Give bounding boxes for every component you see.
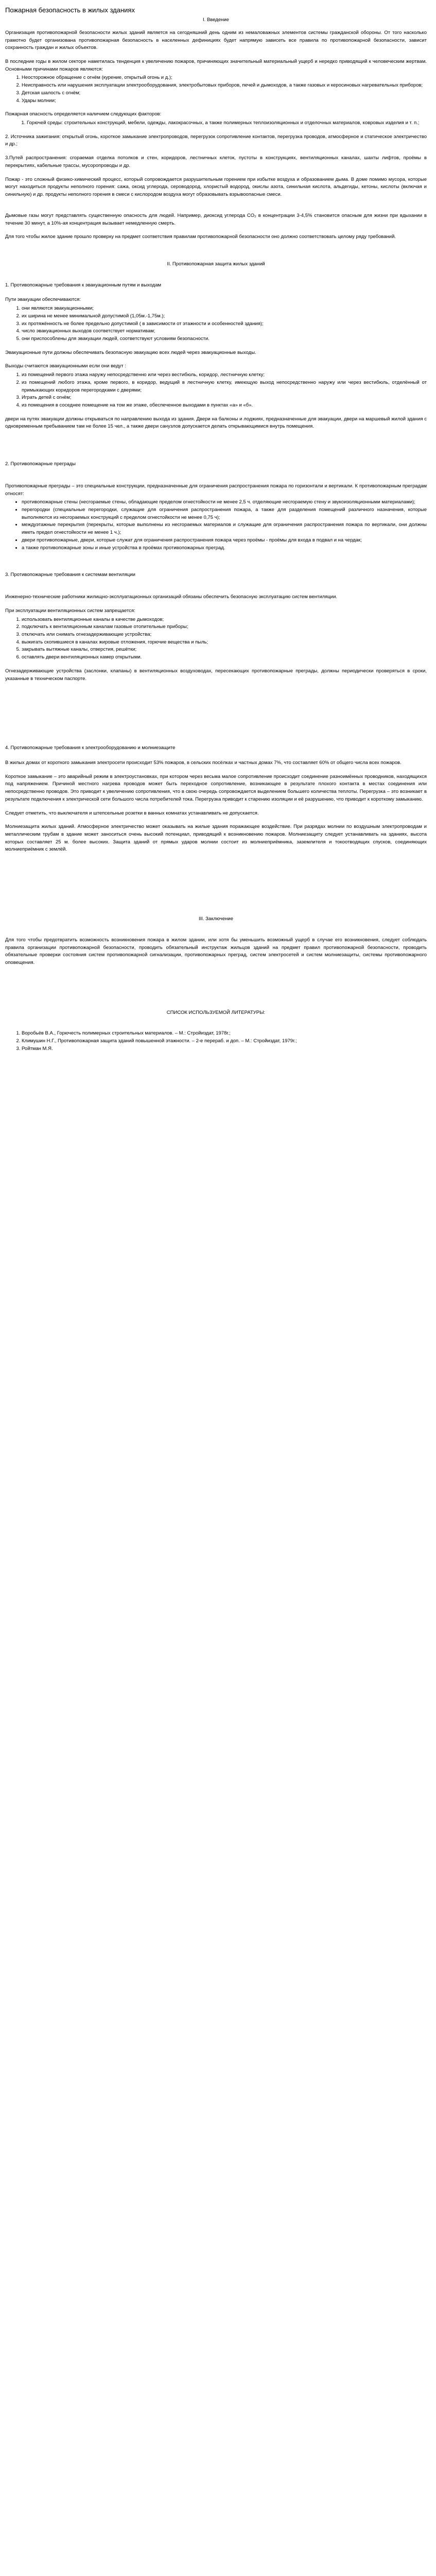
section-4-paragraph-2: Короткое замыкание – это аварийный режим в электроустановках, при котором через весьма малое сопротивление происходит соединение разноимённых проводников, находящихся под напряжением. Причиной местного нагрева проводов может быть переходное сопротивление, возникающее в результате плохого контакта в местах соединения или непосредственно проводов. Это приводит к увеличению сопротивления, что в свою очередь сопровождается выделением большего количества теплоты. Перегрузка – это возникает в результате подключения к электрической сети большого числа потребителей тока. Перегрузка приводит к старению изоляции и её разрушению, что приводит к короткому замыканию. xyxy=(5,773,427,802)
exits-list xyxy=(5,371,427,410)
references-heading: СПИСОК ИСПОЛЬЗУЕМОЙ ЛИТЕРАТУРЫ: xyxy=(166,1009,266,1015)
list-item: • перегородки (специальные перегородки, служащие для ограничения распространения пожара, а также для разделения помещений различного назначения, которые выполняются из несгораемых конструкций с пределом огнестойкости не менее 0,75 ч); xyxy=(22,506,427,521)
section-1-paragraph-1: Пути эвакуации обеспечиваются: xyxy=(5,297,81,303)
section-2-heading: 2. Противопожарные преграды xyxy=(5,461,76,467)
list-item: • междуэтажные перекрытия (перекрыты, которые выполнены из несгораемых материалов и служащие для ограничения распространения пожара по вертикали, они должны иметь предел огнестойкости не менее 1 ч.); xyxy=(22,521,427,536)
list-item: 1. из помещений первого этажа наружу непосредственно или через вестибюль, коридор, лестничную клетку; xyxy=(22,371,427,379)
conclusion-paragraph: Для того чтобы предотвратить возможность возникновения пожара в жилом здании, или хотя бы уменьшить возможный ущерб в случае его возникновения, следует соблюдать правила организации противопожарной безопасности, проводить обязательный инструктаж жильцов зданий на предмет правил противопожарной безопасности, проводить обязательные проверки состояния систем противопожарной сигнализации, противопожарных преград, систем электросетей и систем молниезащиты, системы противопожарного оповещения. xyxy=(5,937,427,966)
section-3-paragraph-1: Инженерно-технические работники жилищно-эксплуатационных организаций обязаны обеспечить безопасную эксплуатацию систем вентиляции. xyxy=(5,594,338,600)
list-item: 2. их ширина не менее минимальной допустимой (1,05м.-1,75м.); xyxy=(22,313,427,320)
section-1-paragraph-4: двери на путях эвакуации должны открываться по направлению выхода из здания. Двери на балконы и лоджиях, предназначенные для эвакуации, двери на маршевый жилой здания с одновременным пребыванием там не более 15 чел., а также двери санузлов допускается делать открывающимися внутрь помещения. xyxy=(5,416,427,430)
references-list xyxy=(5,1030,427,1053)
document xyxy=(0,0,436,1053)
section-4-paragraph-3: Следует отметить, что выключателя и штепсельные розетки в ванных комнатах устанавливать не допускается. xyxy=(5,810,259,816)
list-item: 3. отключать или снимать огнезадерживающие устройства; xyxy=(22,631,427,639)
barriers-list xyxy=(5,499,427,552)
reference-item: 3. Ройтман М.Я. xyxy=(22,1045,427,1053)
document-title: Пожарная безопасность в жилых зданиях xyxy=(5,6,135,14)
section-2-paragraph-1: Противопожарные преграды – это специальные конструкции, предназначенные для ограничения распространения пожара по горизонтали и вертикали. К противопожарным преградам относят: xyxy=(5,483,427,497)
list-item: 6. оставлять двери вентиляционных камер открытыми. xyxy=(22,654,427,662)
list-item: • двери противопожарные, двери, которые служат для ограничения распространения пожара через проёмы - проёмы для входа в подвал и на чердак; xyxy=(22,537,427,545)
part2-heading: II. Противопожарная защита жилых зданий xyxy=(167,261,265,267)
section-1-paragraph-2: Эвакуационные пути должны обеспечивать безопасную эвакуацию всех людей через эвакуационные выходы. xyxy=(5,349,256,355)
section-3-heading: 3. Противопожарные требования к системам вентиляции xyxy=(5,572,135,578)
reference-item: 2. Климушин Н.Г., Противопожарная защита зданий повышенной этажности. – 2-е перераб. и доп. – М.: Стройиздат, 1979г.; xyxy=(22,1038,427,1045)
fire-causes-list xyxy=(5,74,427,105)
reference-item: 1. Воробьёв В.А., Горючесть полимерных строительных материалов. – М.: Стройиздат, 1978г.; xyxy=(22,1030,427,1038)
section-3-paragraph-2: При эксплуатации вентиляционных систем запрещается: xyxy=(5,607,135,614)
conclusion-heading: III. Заключение xyxy=(198,916,233,922)
list-item: 3. Детская шалость с огнём; xyxy=(22,90,427,97)
list-item: 2. Неисправность или нарушения эксплуатации электрооборудования, электробытовых приборов, печей и дымоходов, а также газовых и керосиновых нагревательных приборов; xyxy=(22,82,427,90)
intro-paragraph-3: Пожарная опасность определяется наличием следующих факторов: xyxy=(5,111,162,117)
section-4-heading: 4. Противопожарные требования к электрооборудованию и молниезащите xyxy=(5,745,176,751)
intro-paragraph-6: Пожар - это сложный физико-химический процесс, который сопровождается разрушительным горением при избытке воздуха и образованием дыма. В доме помимо мусора, которые могут находиться продукты неполного горения: сажа, оксид углерода, сероводород, хлористый водород, окислы азота, синильная кислота, альдегиды, кетоны, кислоты (включая и синильную) и др. продукты неполного горения в смеси с кислородом воздуха могут образовывать взрывоопасные смеси. xyxy=(5,176,427,198)
list-item: 5. закрывать вытяжные каналы, отверстия, решётки; xyxy=(22,646,427,654)
section-3-paragraph-3: Огнезадерживающие устройства (заслонки, клапаны) в вентиляционных воздуховодах, пересекающих противопожарные преграды, должны периодически проверяться в сроки, указанные в техническом паспорте. xyxy=(5,668,427,682)
list-item: 4. выжигать скопившиеся в каналах жировые отложения, горючие вещества и пыль; xyxy=(22,639,427,647)
list-item: • противопожарные стены (несгораемые стены, обладающие пределом огнестойкости не менее 2,5 ч. отделяющие несгораемую стену и звукоизоляционными материалами); xyxy=(22,499,427,506)
section-1-paragraph-3: Выходы считаются эвакуационными если они ведут : xyxy=(5,363,127,369)
intro-paragraph-1: Организация противопожарной безопасности жилых зданий является на сегодняшний день одним из немаловажных элементов системы гражданской обороны. От того насколько грамотно будет организована противопожарная безопасность в населенных дефинициях будет напрямую зависеть все правила по противопожарной безопасности, зависит сохранность граждан и жилых объектов. xyxy=(5,29,427,51)
ventilation-rules-list xyxy=(5,616,427,662)
list-item: • а также противопожарные зоны и иные устройства в проёмах противопожарных преград. xyxy=(22,545,427,552)
list-item: 1. Неосторожное обращение с огнём (курение, открытый огонь и д.); xyxy=(22,74,427,82)
section-4-paragraph-4: Молниезащита жилых зданий. Атмосферное электричество может оказывать на жилые здания поражающее воздействие. При разрядах молнии по воздушным электропроводам и металлическим трубам в здание может заноситься очень высокий потенциал, приводящий к возникновению пожаров. Молниезащиту следует устанавливать на зданиях, высота которых составляет 25 м. более высоких. Защита зданий от прямых ударов молнии состоит из молниеприёмника, заземлителя и токоотводящих спусков, соединяющих молниеприёмник с землёй. xyxy=(5,824,427,853)
list-item: 4. Удары молнии; xyxy=(22,97,427,105)
list-item: 1. они являются эвакуационными; xyxy=(22,305,427,313)
intro-paragraph-7: Дымовые газы могут представлять существенную опасность для людей. Например, диоксид углерода CO₂ в концентрации 3-4,5% становится опасным для жизни при вдыхании в течение 30 минут, а 10%-ая концентрация вызывает немедленную смерть. xyxy=(5,212,427,226)
list-item: 1. Горючей среды: строительных конструкций, мебели, одежды, лакокрасочных, а также полимерных теплоизоляционных и отделочных материалов, ковровых изделия и т. п.; xyxy=(27,120,427,127)
list-item: 4. из помещения в соседнее помещение на том же этаже, обеспеченное выходами в пунктах «а» и «б». xyxy=(22,402,427,410)
section-4-paragraph-1: В жилых домах от короткого замыкания электросети происходит 53% пожаров, в сельских посёлках и частных домах 7%, что составляет 60% от общего числа всех пожаров. xyxy=(5,759,402,766)
intro-paragraph-2: В последние годы в жилом секторе наметилась тенденция к увеличению пожаров, причиняющих значительный материальный ущерб и нередко приводящий к человеческим жертвам. Основными причинами пожаров являются: xyxy=(5,59,427,72)
section-1-heading: 1. Противопожарные требования к эвакуационным путям и выходам xyxy=(5,282,162,288)
list-item: 2. подключать к вентиляционным каналам газовые отопительные приборы; xyxy=(22,623,427,631)
list-item: 4. число эвакуационных выходов соответствует нормативам; xyxy=(22,328,427,335)
intro-heading: I. Введение xyxy=(203,17,229,23)
list-item: 3. Играть детей с огнём; xyxy=(22,394,427,402)
intro-paragraph-5: 3.Путей распространения: сгораемая отделка потолков и стен, коридоров, лестничных клеток, пустоты в конструкциях, вентиляционных каналах, шахты лифтов, проёмы в перекрытиях, кабельные трассы, мусоропроводы и др. xyxy=(5,155,427,168)
fire-factors-list xyxy=(5,120,427,127)
intro-paragraph-4: 2. Источника зажигания: открытый огонь, короткое замыкание электропроводов, перегрузок сопротивление контактов, перегрузка проводов, атмосферное и статическое электричество и др.; xyxy=(5,133,427,147)
list-item: 5. они приспособлены для эвакуации людей, соответствуют условиям безопасности. xyxy=(22,335,427,343)
list-item: 3. их протяжённость не более предельно допустимой ( в зависимости от этажности и особенностей здания); xyxy=(22,320,427,328)
list-item: 1. использовать вентиляционные каналы в качестве дымоходов; xyxy=(22,616,427,624)
intro-paragraph-8: Для того чтобы жилое здание прошло проверку на предмет соответствия правилам противопожарной безопасности оно должно соответствовать целому ряду требований. xyxy=(5,234,396,240)
list-item: 2. из помещений любого этажа, кроме первого, в коридор, ведущий в лестничную клетку, имеющую выход непосредственно наружу или через вестибюль, отделённый от примыкающих коридоров перегородками с дверями; xyxy=(22,379,427,394)
evacuation-means-list xyxy=(5,305,427,343)
